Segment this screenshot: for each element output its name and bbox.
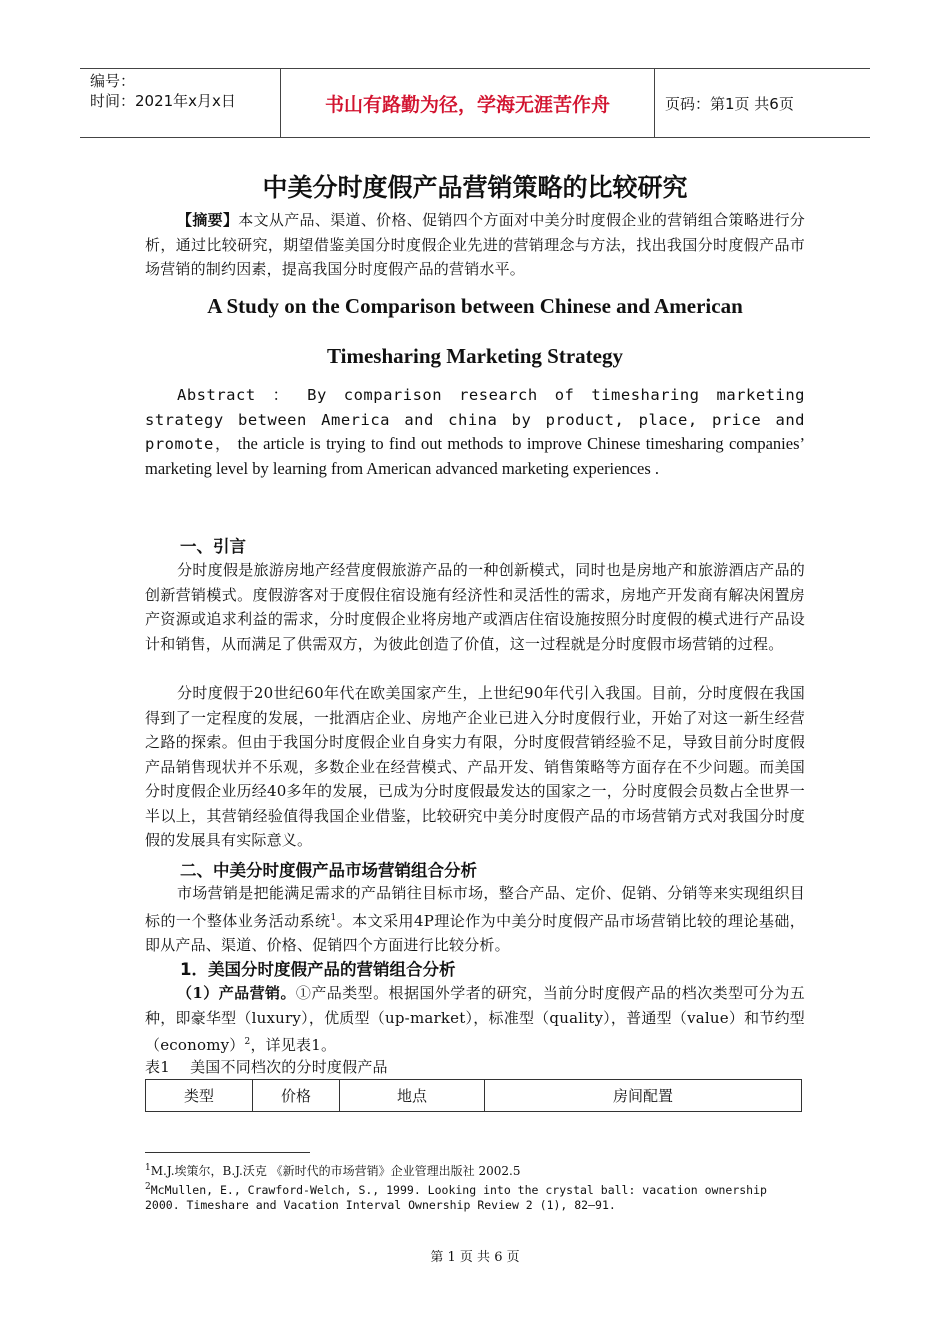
product-marketing-text: ①产品类型。根据国外学者的研究，当前分时度假产品的档次类型可分为五种，即豪华型（luxury），优质型（up-market），标准型（quality），普通型（value）和节约型（economy）: [145, 984, 806, 1054]
abstract-en-mono-text: By comparison research of timesharing marketing strategy between America and china by product, place, price and promote，: [145, 386, 805, 453]
abstract-en-rest-text: the article is trying to find out methods to improve Chinese timesharing companies’ marketing level by learning from American advanced marketing experiences .: [145, 434, 805, 478]
english-title-line2: Timesharing Marketing Strategy: [327, 344, 623, 368]
section-2-paragraph-1-text: 市场营销是把能满足需求的产品销往目标市场，整合产品、定价、促销、分销等来实现组织目标的一个整体业务活动系统: [145, 884, 805, 930]
english-title-line1: A Study on the Comparison between Chinese and American: [207, 294, 743, 318]
footnote-separator: [145, 1152, 310, 1153]
footnote-1: [145, 1159, 520, 1180]
product-marketing-label: （1）产品营销。: [177, 984, 296, 1002]
footnote-2-line2: 2000. Timeshare and Vacation Interval Ownership Review 2 (1), 82–91.: [145, 1198, 616, 1212]
footnote-1-number: 1: [145, 1163, 151, 1173]
footnote-2-number: 2: [145, 1182, 151, 1192]
abstract-cn-label: 【摘要】: [177, 211, 239, 229]
footnote-ref-1[interactable]: 1: [330, 912, 337, 923]
abstract-en: [145, 383, 805, 481]
footnote-2-line1: McMullen, E., Crawford-Welch, S., 1999. Looking into the crystal ball: vacation ownership: [150, 1183, 767, 1197]
section-2-1-paragraph: [145, 981, 805, 1058]
product-table: [145, 1079, 802, 1112]
header-meta: [80, 69, 281, 137]
section-2-paragraph-1-text-end: 。本文采用4P理论作为中美分时度假产品市场营销比较的理论基础，即从产品、渠道、价格、促销四个方面进行比较分析。: [145, 911, 806, 954]
section-2-1-heading: 1．美国分时度假产品的营销组合分析: [180, 960, 456, 979]
table-header-type: 类型: [146, 1080, 253, 1112]
footnote-ref-2[interactable]: 2: [244, 1037, 251, 1047]
table-header-row: [146, 1080, 802, 1112]
section-2-heading: 二、中美分时度假产品市场营销组合分析: [180, 861, 477, 880]
header-page-info: 页码：第1页 共6页: [665, 94, 794, 113]
page-footer: 第 1 页 共 6 页: [430, 1250, 520, 1265]
header-motto: 书山有路勤为径，学海无涯苦作舟: [281, 69, 655, 137]
number-label: 编号：: [90, 72, 136, 90]
abstract-en-label: Abstract ：: [177, 386, 296, 404]
section-2-paragraph-1: [145, 881, 805, 958]
section-1-paragraph-2: 分时度假于20世纪60年代在欧美国家产生，上世纪90年代引入我国。目前，分时度假在我国得到了一定程度的发展，一批酒店企业、房地产企业已进入分时度假行业，开始了对这一新生经营之路的探索。但由于我国分时度假企业自身实力有限，分时度假营销经验不足，导致目前分时度假产品销售现状并不乐观，多数企业在经营模式、产品开发、销售策略等方面存在不少问题。而美国分时度假企业历经40多年的发展，已成为分时度假最发达的国家之一，分时度假会员数占全世界一半以上，其营销经验值得我国企业借鉴，比较研究中美分时度假产品的市场营销方式对我国分时度假的发展具有实际意义。: [145, 684, 805, 849]
table-header-room-config: 房间配置: [485, 1080, 802, 1112]
table-header-location: 地点: [340, 1080, 485, 1112]
table-caption: 表1 美国不同档次的分时度假产品: [145, 1058, 388, 1076]
date-text: 时间：2021年x月x日: [90, 92, 236, 110]
section-1-paragraph-1: 分时度假是旅游房地产经营度假旅游产品的一种创新模式，同时也是房地产和旅游酒店产品的创新营销模式。度假游客对于度假住宿设施有经济性和灵活性的需求，房地产开发商有解决闲置房产资源或追求利益的需求，分时度假企业将房地产或酒店住宿设施按照分时度假的模式进行产品设计和销售，从而满足了供需双方，为彼此创造了价值，这一过程就是分时度假市场营销的过程。: [145, 561, 805, 653]
abstract-cn: [145, 208, 805, 282]
footnote-2-continued: [145, 1196, 616, 1214]
document-title: 中美分时度假产品营销策略的比较研究: [262, 173, 688, 202]
abstract-cn-text: 本文从产品、渠道、价格、促销四个方面对中美分时度假企业的营销组合策略进行分析，通过比较研究，期望借鉴美国分时度假企业先进的营销理念与方法，找出我国分时度假产品市场营销的制约因素，提高我国分时度假产品的营销水平。: [145, 211, 805, 278]
table-header-price: 价格: [253, 1080, 340, 1112]
section-1-heading: 一、引言: [180, 537, 246, 556]
product-marketing-text-end: ，详见表1。: [250, 1036, 337, 1054]
page-header: [80, 68, 870, 138]
footnote-1-text: M.J.埃策尔，B.J.沃克 《新时代的市场营销》企业管理出版社 2002.5: [150, 1164, 521, 1178]
